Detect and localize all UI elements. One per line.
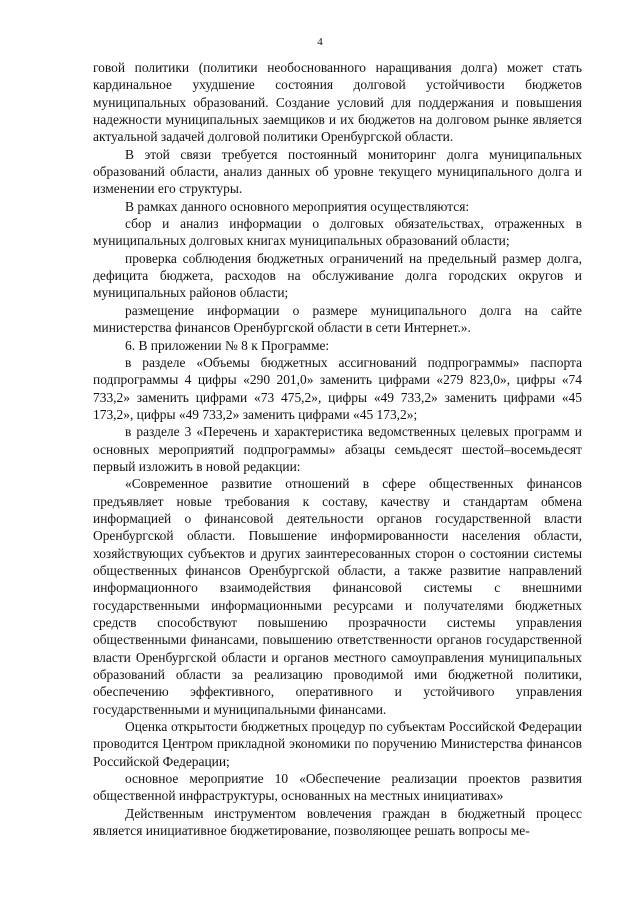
paragraph-collection-analysis: сбор и анализ информации о долговых обязательствах, отраженных в муниципальных долговых книгах муниципальных образований области;	[93, 216, 582, 249]
paragraph-debt-policy-continuation: говой политики (политики необоснованного наращивания долга) может стать кардинальное ухудшение состояния долговой устойчивости бюджетов муниципальных образований. Создание условий для поддержания и повышения надежности муниципальных заемщиков и их бюджетов на долговом рынке является актуальной задачей долговой политики Оренбургской области.	[93, 60, 582, 145]
paragraph-activities-intro: В рамках данного основного мероприятия осуществляются:	[125, 198, 470, 214]
document-body	[93, 59, 582, 839]
paragraph-main-activity-10: основное мероприятие 10 «Обеспечение реализации проектов развития общественной инфраструктуры, основанных на местных инициативах»	[93, 771, 582, 804]
paragraph-monitoring: В этой связи требуется постоянный мониторинг долга муниципальных образований области, анализ данных об уровне текущего муниципального долга и изменении его структуры.	[93, 146, 582, 197]
paragraph-appendix-8: 6. В приложении № 8 к Программе:	[125, 337, 330, 353]
paragraph-section-3: в разделе 3 «Перечень и характеристика ведомственных целевых программ и основных мероприятий подпрограммы» абзацы семьдесят шестой–восемьдесят первый изложить в новой редакции:	[93, 424, 582, 474]
paragraph-initiative-budgeting: Действенным инструментом вовлечения граждан в бюджетный процесс является инициативное бюджетирование, позволяющее решать вопросы ме-	[93, 805, 582, 839]
paragraph-public-finance: «Современное развитие отношений в сфере общественных финансов предъявляет новые требования к составу, качеству и стандартам обмена информацией о финансовой деятельности органов государственной власти Оренбургской области. Повышение информированности населения области, хозяйствующих субъектов и других заинтересованных сторон о состоянии системы общественных финансов Оренбургской области, а также развитие направлений информационного взаимодействия финансовой системы с внешними государственными информационными ресурсами и получателями бюджетных средств способствуют повышению прозрачности системы управления общественными финансами, повышению ответственности органов государственной власти Оренбургской области и органов местного самоуправления муниципальных образований области за реализацию проводимой ими бюджетной политики, обеспечению эффективного, оперативного и устойчивого управления государственными и муниципальными финансами.	[93, 476, 582, 717]
paragraph-transparency-assessment: Оценка открытости бюджетных процедур по субъектам Российской Федерации проводится Центром прикладной экономики по поручению Министерства финансов Российской Федерации;	[93, 719, 582, 769]
paragraph-budget-limits-check: проверка соблюдения бюджетных ограничений на предельный размер долга, дефицита бюджета, расходов на обслуживание долга городских округов и муниципальных районов области;	[93, 250, 582, 301]
paragraph-website-posting: размещение информации о размере муниципального долга на сайте министерства финансов Оренбургской области в сети Интернет.».	[93, 302, 582, 336]
paragraph-budget-figures: в разделе «Объемы бюджетных ассигнований подпрограммы» паспорта подпрограммы 4 цифры «290 201,0» заменить цифрами «279 823,0», цифры «74 733,2» заменить цифрами «73 475,2», цифры «49 733,2» заменить цифрами «45 173,2», цифры «49 733,2» заменить цифрами «45 173,2»;	[93, 354, 582, 422]
page-number: 4	[317, 36, 323, 48]
